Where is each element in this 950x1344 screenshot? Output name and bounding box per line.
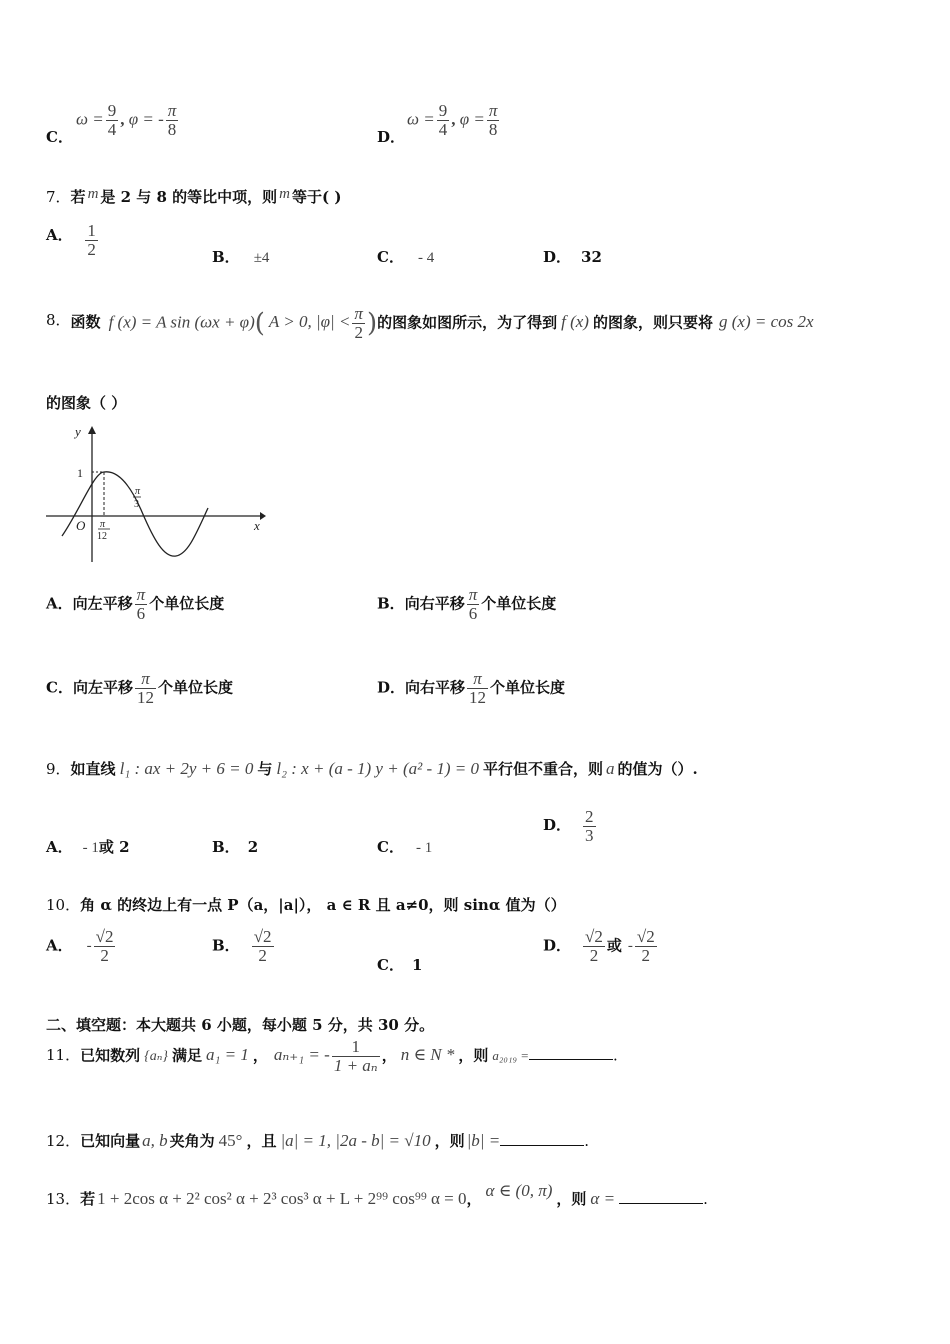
one-label: 1	[77, 466, 83, 480]
x-axis-arrow	[260, 512, 266, 520]
q9-option-d: D． $\frac{2}{3}$	[543, 807, 594, 845]
q11-stem: 11．已知数列 {aₙ} 满足 a₁ = 1 ， aₙ₊₁ = - $\frac{1}{\text{1 + aₙ}}$ ， n ∈ N * ，则 a₂₀₁₉ = .	[46, 1037, 618, 1075]
q10-option-c: C． 1	[377, 956, 423, 974]
option-label: C．	[46, 128, 73, 146]
q8-option-d: D．向右平移 $\frac{\pi}{12}$ 个单位长度	[377, 669, 566, 707]
q10-option-d: D． $\frac{√2}{2}$ 或 - $\frac{√2}{2}$	[543, 927, 655, 965]
answer-blank[interactable]	[500, 1131, 584, 1146]
q12-stem: 12．已知向量 a, b 夹角为 45° ，且 |a| = 1, |2a - b| = √10 ，则 |b| = .	[46, 1131, 589, 1150]
q10-stem: 10．角 α 的终边上有一点 P（a，|a|）， a ∈ R 且 a≠0，则 sinα 值为（）	[46, 896, 566, 914]
q9-stem: 9．如直线 l₁ : ax + 2y + 6 = 0 与 l₂ : x + (a - 1) y + (a² - 1) = 0 平行但不重合，则 a 的值为（）.	[46, 759, 698, 778]
q8-option-c: C．向左平移 $\frac{\pi}{12}$ 个单位长度	[46, 669, 233, 707]
q6-option-d-formula: ω = $\frac{9}{4}$ , φ = $\frac{\pi}{8}$	[407, 101, 498, 139]
q9-option-a: A． - 1或 2	[46, 838, 130, 856]
answer-blank[interactable]	[619, 1189, 703, 1204]
q7-option-b: B． ±4	[212, 248, 270, 266]
q8-stem: 8．函数 f (x) = A sin (ωx + φ)( A > 0, |φ| < $\frac{\pi}{2}$ )的图象如图所示，为了得到 f (x) 的图象，则只要将 g (x) = cos 2x	[46, 304, 814, 342]
q9-option-b: B． 2	[212, 838, 259, 856]
q8-option-a: A．向左平移 $\frac{\pi}{6}$ 个单位长度	[46, 585, 225, 623]
q9-option-c: C． - 1	[377, 838, 433, 856]
tick2-num: π	[135, 486, 141, 497]
tick2-den: 3	[134, 499, 139, 510]
y-axis-arrow	[88, 426, 96, 434]
q7-stem: 7．若 m 是 2 与 8 的等比中项，则 m 等于( )	[46, 186, 342, 206]
section-heading: 二、填空题：本大题共 6 小题，每小题 5 分，共 30 分。	[46, 1016, 435, 1034]
q6-option-c-formula: ω = $\frac{9}{4}$ , φ = - $\frac{\pi}{8}$	[76, 101, 177, 139]
answer-blank[interactable]	[529, 1045, 613, 1060]
q8-graph	[42, 422, 272, 572]
q6-option-c	[46, 104, 73, 146]
q7-option-a: A． $\frac{1}{2}$	[46, 221, 96, 259]
q8-stem-line2: 的图象（ ）	[46, 394, 127, 412]
q10-option-a: A． - $\frac{√2}{2}$	[46, 927, 114, 965]
q7-option-c: C． - 4	[377, 248, 435, 266]
tick1-den: 12	[97, 531, 107, 542]
x-label: x	[254, 518, 260, 533]
sine-curve	[62, 472, 208, 556]
q10-option-b: B． $\frac{√2}{2}$	[212, 927, 272, 965]
option-label: D．	[377, 128, 406, 146]
y-label: y	[75, 424, 81, 439]
q6-option-d	[377, 104, 406, 146]
q7-option-d: D． 32	[543, 248, 602, 266]
q13-stem: 13．若 1 + 2cos α + 2² cos² α + 2³ cos³ α + L + 2⁹⁹ cos⁹⁹ α = 0， α ∈ (0, π) ，则 α = .	[46, 1181, 708, 1208]
tick1-num: π	[100, 519, 106, 530]
origin-label: O	[76, 518, 86, 533]
q8-option-b: B．向右平移 $\frac{\pi}{6}$ 个单位长度	[377, 585, 557, 623]
